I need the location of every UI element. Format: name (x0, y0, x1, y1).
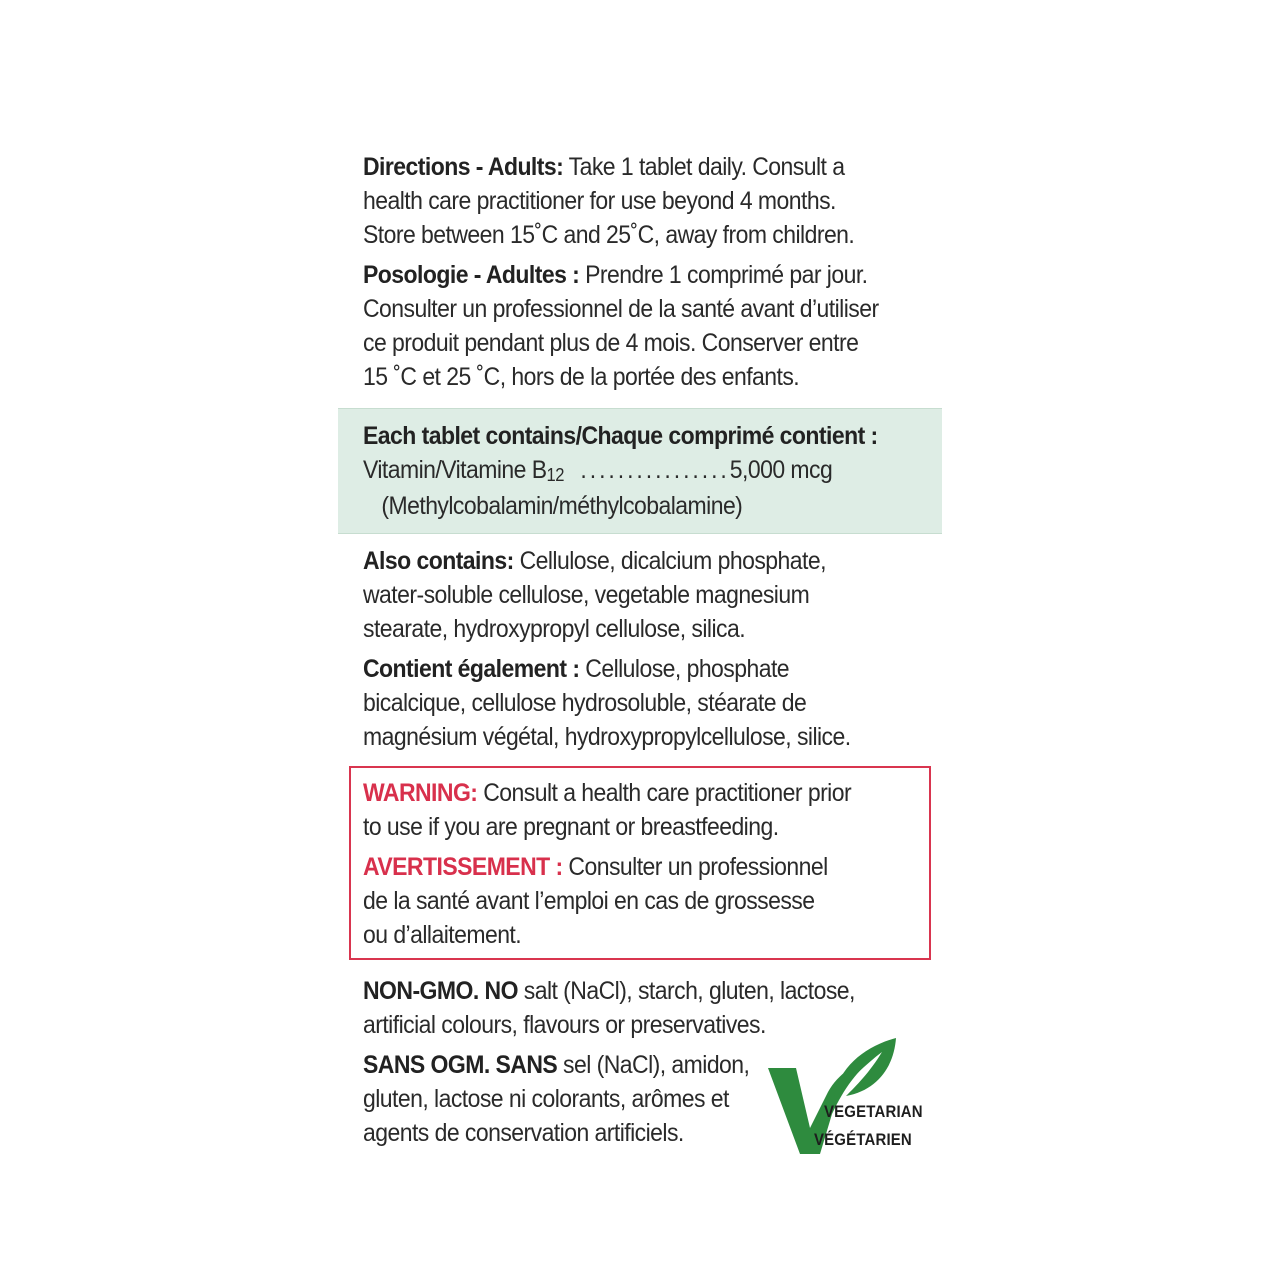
non-gmo-heading: NON-GMO. NO (363, 977, 518, 1005)
directions-fr-text: ce produit pendant plus de 4 mois. Conserver entre (363, 329, 859, 357)
vegetarian-badge (766, 1036, 936, 1156)
sans-ogm-heading: SANS OGM. SANS (363, 1051, 558, 1079)
medicinal-ingredients-box (338, 408, 942, 534)
ingredients-heading: Each tablet contains/Chaque comprimé contient : (363, 422, 878, 450)
warning-text: to use if you are pregnant or breastfeeding. (363, 813, 779, 841)
non-gmo-en (363, 974, 933, 1042)
ingredient-source: (Methylcobalamin/méthylcobalamine) (381, 492, 743, 520)
non-gmo-text: salt (NaCl), starch, gluten, lactose, (517, 977, 855, 1005)
vegetarian-en-label: VEGETARIAN (824, 1102, 923, 1121)
directions-fr (363, 258, 933, 394)
ingredient-subscript: 12 (546, 465, 564, 485)
non-gmo-text: artificial colours, flavours or preservatives. (363, 1011, 766, 1039)
directions-en-heading: Directions - Adults: (363, 153, 564, 181)
ingredients-panel (363, 419, 933, 523)
warning-box (349, 766, 931, 960)
warning-heading: WARNING: (363, 779, 478, 807)
directions-fr-text: Consulter un professionnel de la santé avant d’utiliser (363, 295, 879, 323)
directions-en-text: health care practitioner for use beyond 4 months. (363, 187, 836, 215)
also-contains-text: stearate, hydroxypropyl cellulose, silica. (363, 615, 746, 643)
warning-fr (363, 850, 933, 952)
avertissement-heading: AVERTISSEMENT : (363, 853, 563, 881)
warning-text: Consult a health care practitioner prior (477, 779, 852, 807)
claims-area (338, 974, 942, 1150)
contient-text: Cellulose, phosphate (579, 655, 790, 683)
sans-ogm-text: agents de conservation artificiels. (363, 1119, 684, 1147)
also-contains-text: Cellulose, dicalcium phosphate, (513, 547, 826, 575)
non-medicinal-fr (363, 652, 933, 754)
vegetarian-fr-label: VÉGÉTARIEN (814, 1130, 912, 1149)
directions-fr-heading: Posologie - Adultes : (363, 261, 580, 289)
sans-ogm-text: sel (NaCl), amidon, (557, 1051, 750, 1079)
product-label (338, 150, 942, 1150)
directions-fr-text: 15 ˚C et 25 ˚C, hors de la portée des enfants. (363, 363, 800, 391)
ingredient-name: Vitamin/Vitamine B (363, 456, 547, 484)
directions-en-text: Store between 15˚C and 25˚C, away from children. (363, 221, 855, 249)
contient-text: bicalcique, cellulose hydrosoluble, stéarate de (363, 689, 807, 717)
also-contains-heading: Also contains: (363, 547, 514, 575)
avertissement-text: de la santé avant l’emploi en cas de grossesse (363, 887, 815, 915)
directions-en (363, 150, 933, 252)
directions-en-text: Take 1 tablet daily. Consult a (563, 153, 845, 181)
ingredient-row (363, 453, 933, 489)
sans-ogm-text: gluten, lactose ni colorants, arômes et (363, 1085, 729, 1113)
ingredient-leader-dots: ................ (580, 456, 730, 484)
non-medicinal-en (363, 544, 933, 646)
ingredient-amount: 5,000 mcg (729, 456, 833, 484)
contient-heading: Contient également : (363, 655, 580, 683)
avertissement-text: ou d’allaitement. (363, 921, 522, 949)
directions-fr-text: Prendre 1 comprimé par jour. (579, 261, 868, 289)
also-contains-text: water-soluble cellulose, vegetable magnesium (363, 581, 810, 609)
warning-en (363, 776, 933, 844)
contient-text: magnésium végétal, hydroxypropylcellulose, silice. (363, 723, 851, 751)
avertissement-text: Consulter un professionnel (562, 853, 828, 881)
